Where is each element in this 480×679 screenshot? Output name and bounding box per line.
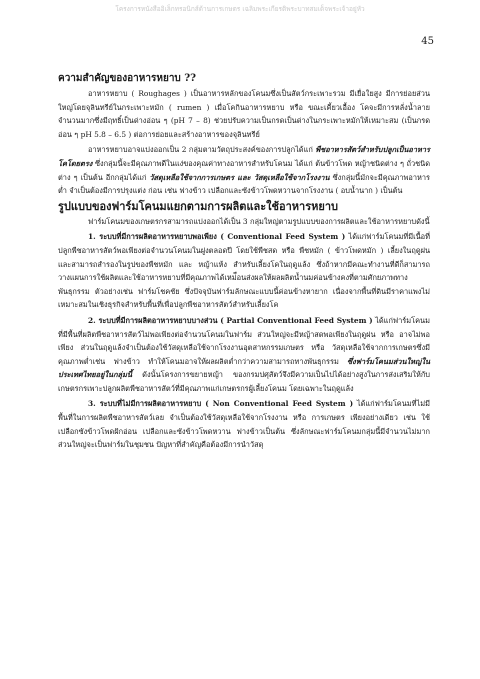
system-2-body: ได้แก่ฟาร์มโคนมที่มีพื้นที่ผลิตพืชอาหารสัตว์ไม่พอเพียงต่อจำนวนโคนมในฟาร์ม ส่วนใหญ่จะมีหญ้าสดพอเพียงในฤดูฝน หรือ อาจไม่พอเพียง ส่วนในฤดูแล้งจำเป็นต้องใช้วัสดุเหลือใช้จากโรงงานอุตสาหกรรมเกษตร หรือ วัสดุเหลือใช้จากการเกษตรซึ่งมีคุณภาพต่ำเช่น ฟางข้าว ทำให้โคนมอาจให้ผลผลิตต่ำกว่าความสามารถทางพันธุกรรม	[58, 315, 430, 366]
paragraph-system-3	[58, 397, 430, 451]
paragraph-system-1	[58, 230, 430, 312]
section-heading-roughage-importance: ความสำคัญของอาหารหยาบ ??	[58, 73, 196, 84]
paragraph-roughage-groups	[58, 143, 430, 197]
system-2-body-end: ดังนั้นโครงการขยายหญ้า ของกรมปศุสัตว์จึงมีความเป็นไปได้อย่างสูงในการส่งเสริมให้กับเกษตรกรเพาะปลูกผลิตพืชอาหารสัตว์ที่มีคุณภาพแก่เกษตรกรผู้เลี้ยงโคนม โดยเฉพาะในฤดูแล้ง	[58, 370, 430, 393]
page-body	[58, 72, 430, 454]
emphasis-most-farms: ซึ่งฟาร์มโคนมส่วนใหญ่ในประเทศไทยอยู่ในกลุ่มนี้	[58, 356, 430, 380]
paragraph-system-2	[58, 314, 430, 396]
system-1-heading: 1. ระบบที่มีการผลิตอาหารหยาบพอเพียง ( Conventional Feed System )	[88, 232, 346, 242]
section-heading-farm-types: รูปแบบของฟาร์มโคนมแยกตามการผลิตและใช้อาหารหยาบ	[58, 199, 338, 213]
paragraph-roughage-definition: อาหารหยาบ ( Roughages ) เป็นอาหารหลักของโคนมซึ่งเป็นสัตว์กระเพาะรวม มีเยื่อใยสูง มีการย่อยส่วนใหญ่โดยจุลินทรีย์ในกระเพาะหมัก ( rumen ) เมื่อโคกินอาหารหยาบ หรือ ขณะเคี้ยวเอื้อง โคจะมีการหลั่งน้ำลายจำนวนมากซึ่งมีฤทธิ์เป็นด่างอ่อน ๆ (pH 7 – 8) ช่วยปรับความเป็นกรดเป็นด่างในกระเพาะหมักให้เหมาะสม (เป็นกรดอ่อน ๆ pH 5.8 – 6.5 ) ต่อการย่อยและสร้างอาหารของจุลินทรีย์	[58, 89, 430, 139]
emphasis-forage-crops: พืชอาหารสัตว์สำหรับปลูกเป็นอาหารโคโดยตรง	[58, 145, 430, 168]
system-1-body: ได้แก่ฟาร์มโคนมที่มีเนื้อที่ปลูกพืชอาหารสัตว์พอเพียงต่อจำนวนโคนมในฝูงตลอดปี โดยใช้พืชสด หรือ พืชหมัก ( ข้าวโพดหมัก ) เลี้ยงในฤดูฝน และสามารถสำรองในรูปของพืชหมัก และ หญ้าแห้ง สำหรับเลี้ยงโคในฤดูแล้ง ซึ่งถ้าหากมีคณะทำงานที่ดีก็สามารถวางแผนการใช้ผลิตและใช้อาหารหยาบที่มีคุณภาพได้เหม่ือนส่งผลให้ผลผลิตน้ำนมค่อนข้างคงที่ตามศักยภาพทางพันธุกรรม ตัวอย่างเช่น ฟาร์มโชคชัย ซึ่งปัจจุบันฟาร์มลักษณะแบบนี้ค่อนข้างหายาก เนื่องจากพื้นที่ดินมีราคาแพงไม่เหมาะสมในเชิงธุรกิจสำหรับพื้นที่เพื่อปลูกพืชอาหารสัตว์สำหรับเลี้ยงโค	[58, 232, 430, 310]
emphasis-byproducts: วัสดุเหลือใช้จากการเกษตร และ วัสดุเหลือใช้จากโรงงาน	[149, 172, 330, 182]
text-span: ซึ่งกลุ่มนี้มักจะมีคุณภาพอาหารต่ำ จำเป็นต้องมีการปรุงแต่ง ก่อน เช่น ฟางข้าว เปลือกและซังข้าวโพดหวานจากโรงงาน ( อบน้ำนาก ) เป็นต้น	[58, 172, 430, 196]
watermark-text: โครงการหนังสืออิเล็กทรอนิกส์ด้านการเกษตร เฉลิมพระเกียรติพระบาทสมเด็จพระเจ้าอยู่หัว	[115, 5, 365, 13]
system-3-body: ได้แก่ฟาร์มโคนมที่ไม่มีพื้นที่ในการผลิตพืชอาหารสัตว์เลย จำเป็นต้องใช้วัสดุเหลือใช้จากโรงงาน หรือ การเกษตร เพียงอย่างเดียว เช่น ใช้เปลือกซังข้าวโพดฝักอ่อน เปลือกและซังข้าวโพดหวาน ฟางข้าวเป็นต้น ซึ่งลักษณะฟาร์มโคนมกลุ่มนี้มีจำนวนไม่มาก ส่วนใหญ่จะเป็นฟาร์มในชุมชน ปัญหาที่สำคัญคือต้องมีการนำวัสดุ	[58, 399, 430, 450]
page-number: 45	[421, 36, 434, 47]
text-span: ซึ่งกลุ่มนี้จะมีคุณภาพดีในแง่ของคุณค่าทางอาหารสำหรับโคนม ได้แก่ ต้นข้าวโพด หญ้าชนิดต่าง ๆ ถั่วชนิดต่าง ๆ เป็นต้น อีกกลุ่มได้แก่	[58, 158, 430, 182]
paragraph-farm-types-intro: ฟาร์มโคนมของเกษตรกรสามารถแบ่งออกได้เป็น 3 กลุ่มใหญ่ตามรูปแบบของการผลิตและใช้อาหารหยาบดังนี้	[88, 216, 430, 226]
system-3-heading: 3. ระบบที่ไม่มีการผลิตอาหารหยาบ ( Non Conventional Feed System )	[88, 399, 354, 409]
system-2-heading: 2. ระบบที่มีการผลิตอาหารหยาบบางส่วน ( Partial Conventional Feed System )	[88, 315, 373, 325]
text-span: อาหารหยาบอาจแบ่งออกเป็น 2 กลุ่มตามวัตถุประสงค์ของการปลูกได้แก่	[88, 145, 316, 155]
